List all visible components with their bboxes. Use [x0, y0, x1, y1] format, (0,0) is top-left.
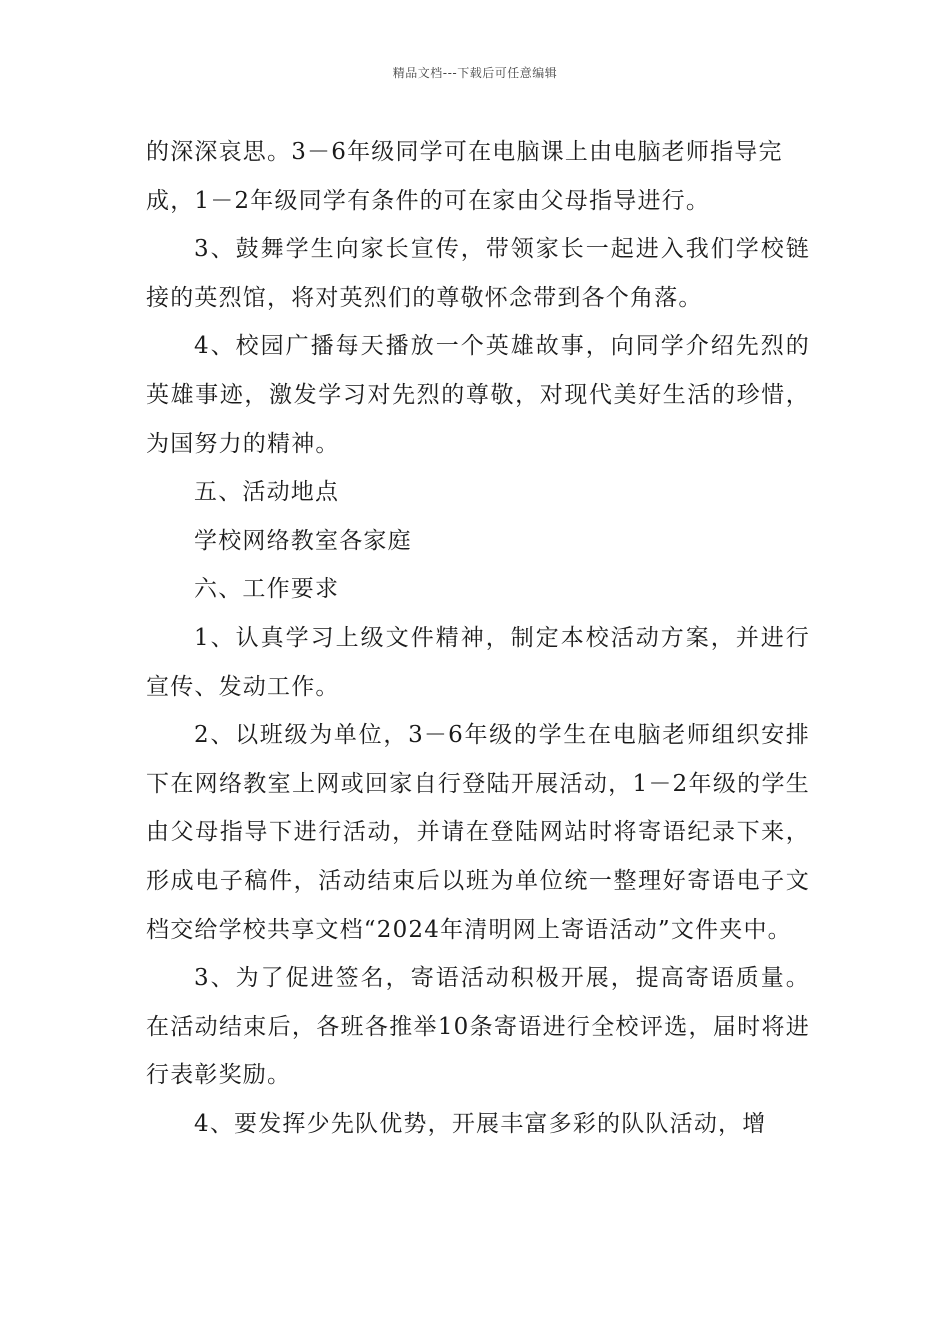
section-heading-location: 五、活动地点	[194, 479, 340, 506]
page-header: 精品文档---下载后可任意编辑	[392, 66, 558, 80]
document-body	[146, 128, 810, 1148]
paragraph-location: 学校网络教室各家庭	[194, 527, 412, 554]
paragraph-2: 3、鼓舞学生向家长宣传，带领家长一起进入我们学校链接的英烈馆，将对英烈们的尊敬怀念带到各个角落。	[146, 236, 810, 311]
paragraph-3: 4、校园广播每天播放一个英雄故事，向同学介绍先烈的英雄事迹，激发学习对先烈的尊敬，对现代美好生活的珍惜，为国努力的精神。	[146, 333, 810, 457]
paragraph-1: 的深深哀思。3－6年级同学可在电脑课上由电脑老师指导完成，1－2年级同学有条件的可在家由父母指导进行。	[146, 139, 783, 214]
section-heading-requirements: 六、工作要求	[194, 576, 340, 603]
paragraph-requirement-2: 2、以班级为单位，3－6年级的学生在电脑老师组织安排下在网络教室上网或回家自行登陆开展活动，1－2年级的学生由父母指导下进行活动，并请在登陆网站时将寄语纪录下来，形成电子稿件，活动结束后以班为单位统一整理好寄语电子文档交给学校共享文档“2024年清明网上寄语活动”文件夹中。	[146, 722, 810, 943]
paragraph-requirement-1: 1、认真学习上级文件精神，制定本校活动方案，并进行宣传、发动工作。	[146, 624, 810, 700]
paragraph-requirement-3: 3、为了促进签名，寄语活动积极开展，提高寄语质量。在活动结束后，各班各推举10条寄语进行全校评选，届时将进行表彰奖励。	[146, 965, 810, 1089]
paragraph-requirement-4: 4、要发挥少先队优势，开展丰富多彩的队队活动，增	[194, 1110, 767, 1137]
